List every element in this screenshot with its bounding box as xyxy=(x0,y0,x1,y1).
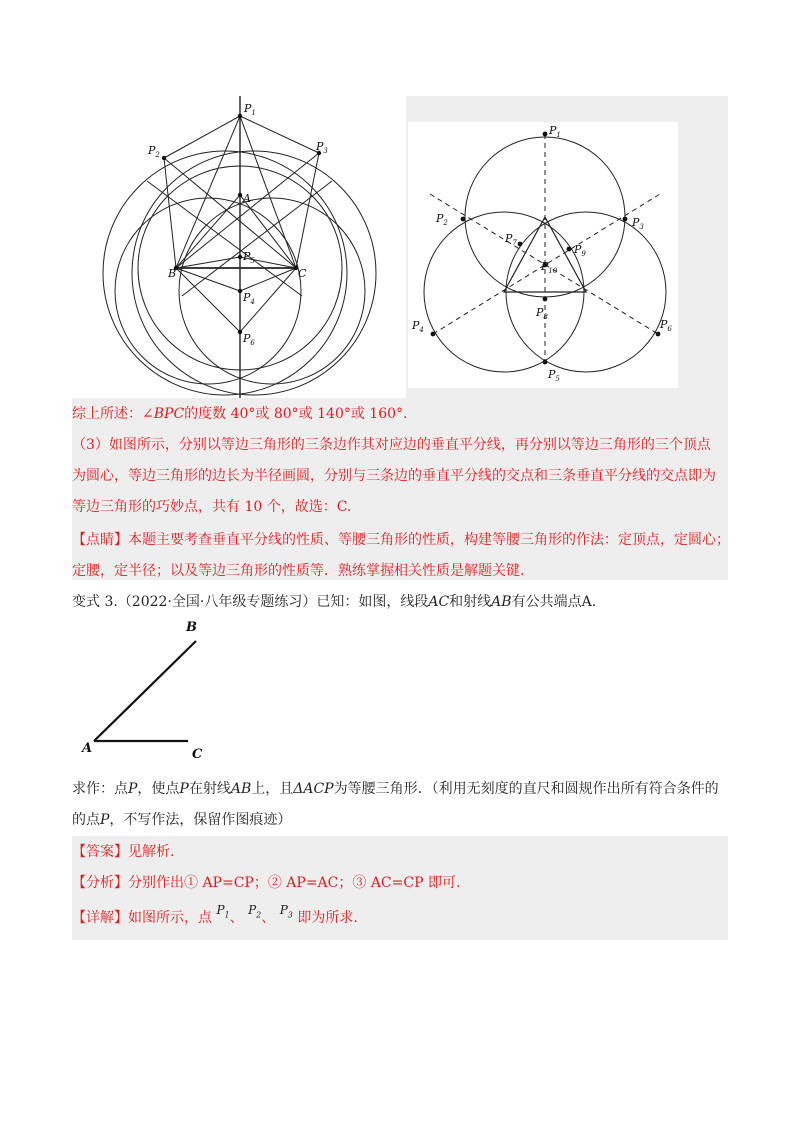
fig3-label-a: A xyxy=(82,741,93,756)
fig1-label-p3: P xyxy=(316,140,324,153)
answer-line: 【答案】见解析. xyxy=(72,844,175,860)
comment-line-1: 【点睛】本题主要考查垂直平分线的性质、等腰三角形的性质，构建等腰三角形的作法：定顶点，定圆心； xyxy=(72,532,730,548)
figure-isosceles-construction xyxy=(72,96,406,398)
fig2-label-p2: P xyxy=(436,212,444,225)
svg-text:P3: $P_3$ xyxy=(316,140,328,155)
answer-tag: 【答案】 xyxy=(72,844,128,860)
part3-line-1: （3）如图所示，分别以等边三角形的三条边作其对应边的垂直平分线，再分别以等边三角形的三个顶点 xyxy=(72,437,711,453)
detail-line: 【详解】如图所示，点 $P_1$、 $P_2$、 $P_3$ 即为所求. xyxy=(72,903,358,926)
fig1-label-c: C xyxy=(298,267,307,280)
svg-text:P2: $P_2$ xyxy=(148,144,160,159)
fig2-label-p10: P xyxy=(541,260,549,273)
svg-text:P6: $P_6$ xyxy=(243,332,255,347)
fig3-label-c: C xyxy=(192,747,203,762)
svg-text:P5: $P_5$ xyxy=(243,250,255,265)
fig1-label-p4: P xyxy=(243,291,251,304)
svg-text:P9: $P_9$ xyxy=(574,243,586,258)
svg-text:P7: $P_7$ xyxy=(505,232,517,247)
comment-tag: 【点睛】 xyxy=(72,532,128,548)
svg-text:P8: $P_8$ xyxy=(536,306,548,321)
svg-text:P3: $P_3$ xyxy=(632,216,644,231)
comment-line-2: 定腰，定半径；以及等边三角形的性质等．熟练掌握相关性质是解题关键. xyxy=(72,563,525,579)
fig1-label-b: B xyxy=(168,267,177,280)
detail-tag: 【详解】 xyxy=(72,910,128,926)
fig2-label-p7: P xyxy=(505,232,513,245)
variant3-statement: 变式 3.（2022·全国·八年级专题练习）已知：如图，线段AC和射线AB有公共端点A. xyxy=(72,594,597,610)
analysis-tag: 【分析】 xyxy=(72,875,128,891)
svg-text:P6: $P_6$ xyxy=(660,318,672,333)
part3-line-3: 等边三角形的巧妙点，共有 10 个，故选：C. xyxy=(72,499,352,515)
fig1-label-p1: P xyxy=(244,102,252,115)
svg-text:P1: $P_1$ xyxy=(549,124,561,139)
svg-text:P1: $P_1$ xyxy=(244,102,256,117)
fig2-label-p1: P xyxy=(549,124,557,137)
fig1-label-p2: P xyxy=(148,144,156,157)
svg-text:P10: $P_{10}$ xyxy=(541,260,558,275)
fig2-label-p4: P xyxy=(412,319,420,332)
part3-line-2: 为圆心，等边三角形的边长为半径画圆，分别与三条边的垂直平分线的交点和三条垂直平分线的交点即为 xyxy=(72,468,716,484)
fig2-label-p9: P xyxy=(574,243,582,256)
task-line-2: 的点P，不写作法，保留作图痕迹） xyxy=(72,812,292,828)
fig2-label-p6: P xyxy=(660,318,668,331)
figure-ray-and-segment xyxy=(80,615,220,765)
analysis-line: 【分析】分别作出① AP=CP；② AP=AC；③ AC=CP 即可. xyxy=(72,875,461,891)
fig2-label-p8: P xyxy=(536,306,544,319)
figure-equilateral-points xyxy=(408,122,678,388)
svg-text:P2: $P_2$ xyxy=(436,212,448,227)
fig3-label-b: B xyxy=(186,620,197,635)
fig1-label-a: A xyxy=(243,192,251,205)
fig1-label-p5: P xyxy=(243,250,251,263)
svg-text:P4: $P_4$ xyxy=(412,319,424,334)
svg-text:P4: $P_4$ xyxy=(243,291,255,306)
fig1-label-p6: P xyxy=(243,332,251,345)
fig2-label-p3: P xyxy=(632,216,640,229)
summary-line: 综上所述：∠BPC的度数 40°或 80°或 140°或 160°. xyxy=(72,406,408,422)
task-line-1: 求作：点P，使点P在射线AB上，且ΔACP为等腰三角形．（利用无刻度的直尺和圆规作出所有符合条件的 xyxy=(72,781,719,797)
fig2-label-p5: P xyxy=(548,368,556,381)
svg-text:P5: $P_5$ xyxy=(548,368,560,383)
